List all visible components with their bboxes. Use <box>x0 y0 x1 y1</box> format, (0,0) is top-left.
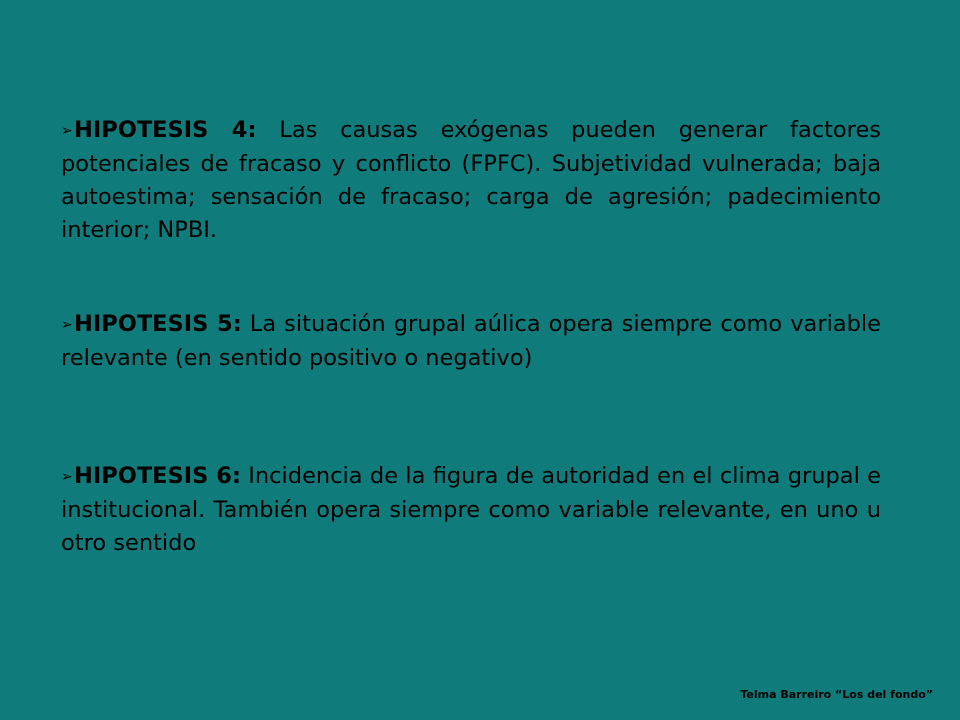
hypothesis-4-label: HIPOTESIS 4: <box>74 117 257 143</box>
arrow-bullet-icon: ➢ <box>61 123 73 139</box>
hypothesis-5-paragraph <box>61 308 881 375</box>
footer-credit: Telma Barreiro “Los del fondo” <box>740 688 933 701</box>
hypothesis-4-paragraph <box>61 114 881 247</box>
hypothesis-6-text: Incidencia de la figura de autoridad en el clima grupal e institucional. También opera siempre como variable relevante, en uno u otro sentido <box>61 463 881 556</box>
hypothesis-6-label: HIPOTESIS 6: <box>74 463 241 489</box>
hypothesis-4-text: Las causas exógenas pueden generar factores potenciales de fracaso y conflicto (FPFC). Subjetividad vulnerada; baja autoestima; sensación de fracaso; carga de agresión; padecimiento interior; NPBI. <box>61 117 882 243</box>
arrow-bullet-icon: ➢ <box>61 317 73 333</box>
hypothesis-5-text: La situación grupal aúlica opera siempre como variable relevante (en sentido positivo o negativo) <box>61 311 881 371</box>
arrow-bullet-icon: ➢ <box>61 469 73 485</box>
hypothesis-5-label: HIPOTESIS 5: <box>74 311 242 337</box>
hypothesis-6-paragraph <box>61 460 881 560</box>
